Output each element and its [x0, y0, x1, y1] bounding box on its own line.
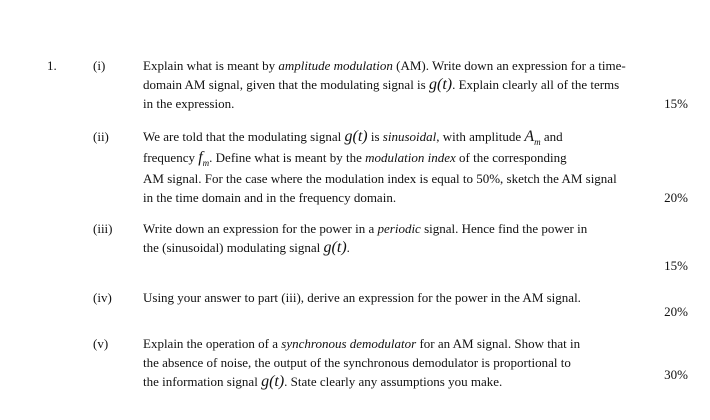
- part-text: [143, 334, 653, 391]
- part-label: (iv): [93, 290, 112, 305]
- part-text: [143, 288, 653, 307]
- text-line: the (sinusoidal) modulating signal g(t).: [143, 239, 350, 256]
- part-label: (i): [93, 58, 106, 73]
- part-label: (v): [93, 336, 109, 351]
- text-line: We are told that the modulating signal g(t) is sinusoidal, with amplitude $A_m$ and: [143, 128, 563, 147]
- part-text: [143, 219, 653, 257]
- text-line: in the expression.: [143, 96, 235, 111]
- marks-percentage: 30%: [664, 367, 688, 382]
- part-text: [143, 127, 653, 207]
- text-line: domain AM signal, given that the modulating signal is g(t). Explain clearly all of the terms: [143, 76, 620, 93]
- text-line: the absence of noise, the output of the synchronous demodulator is proportional to: [143, 355, 571, 370]
- marks-percentage: 20%: [664, 304, 688, 319]
- text-line: frequency $f_m$. Define what is meant by the modulation index of the corresponding: [143, 149, 567, 168]
- marks-percentage: 15%: [664, 258, 688, 273]
- text-line: AM signal. For the case where the modulation index is equal to 50%, sketch the AM signal: [143, 171, 617, 186]
- part-label: (ii): [93, 129, 109, 144]
- text-line: Explain what is meant by amplitude modulation (AM). Write down an expression for a time-: [143, 58, 626, 73]
- text-line: Write down an expression for the power in a periodic signal. Hence find the power in: [143, 221, 588, 236]
- text-line: Using your answer to part (iii), derive an expression for the power in the AM signal.: [143, 290, 581, 305]
- marks-percentage: 20%: [664, 190, 688, 205]
- text-line: Explain the operation of a synchronous demodulator for an AM signal. Show that in: [143, 336, 581, 351]
- question-number: 1.: [47, 58, 57, 73]
- part-label: (iii): [93, 221, 113, 236]
- text-line: in the time domain and in the frequency domain.: [143, 190, 397, 205]
- marks-percentage: 15%: [664, 96, 688, 111]
- text-line: the information signal g(t). State clearly any assumptions you make.: [143, 373, 503, 390]
- part-text: [143, 56, 653, 113]
